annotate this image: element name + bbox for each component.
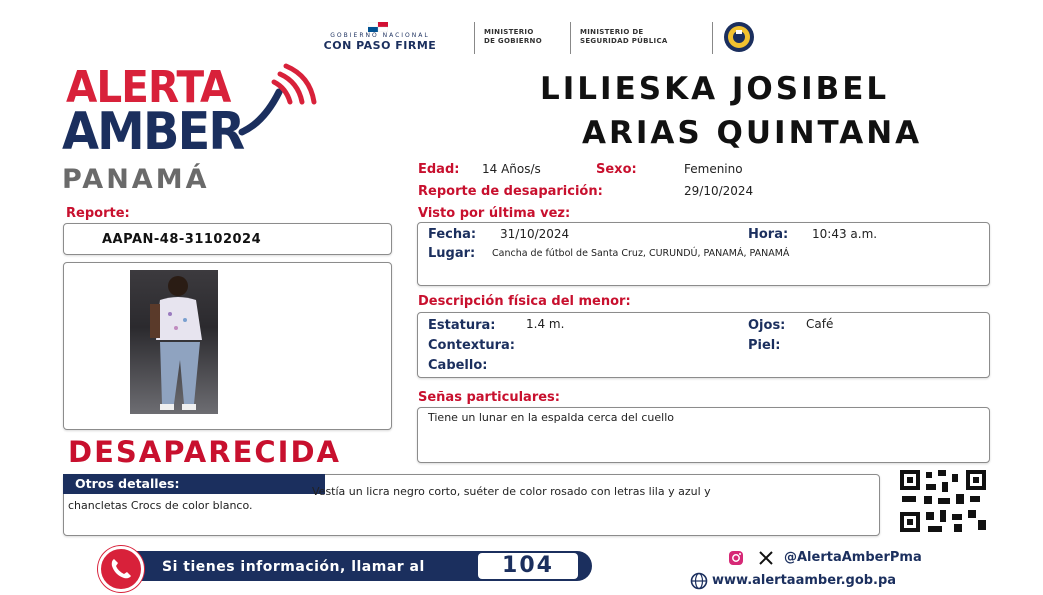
reporte-desaparicion-value: 29/10/2024: [684, 184, 754, 198]
gov-small-text: GOBIERNO NACIONAL: [330, 32, 430, 39]
status-desaparecida: DESAPARECIDA: [68, 435, 341, 469]
logo-amber: AMBER: [62, 102, 244, 162]
min2-line2: SEGURIDAD PÚBLICA: [580, 37, 668, 45]
lugar-label: Lugar:: [428, 246, 476, 261]
gobierno-nacional-logo: [296, 22, 464, 56]
header-divider: [712, 22, 713, 54]
piel-label: Piel:: [748, 338, 781, 353]
ojos-label: Ojos:: [748, 318, 786, 333]
estatura-value: 1.4 m.: [526, 317, 565, 331]
fecha-value: 31/10/2024: [500, 227, 570, 241]
website-link[interactable]: www.alertaamber.gob.pa: [712, 573, 897, 588]
logo-alerta: ALERTA: [66, 62, 231, 113]
qr-code-icon: [898, 468, 988, 534]
reporte-desaparicion-label: Reporte de desaparición:: [418, 184, 603, 199]
fecha-label: Fecha:: [428, 227, 477, 242]
edad-label: Edad:: [418, 162, 460, 177]
ministerio-seguridad: [580, 28, 668, 46]
x-icon[interactable]: [758, 550, 774, 566]
cabello-label: Cabello:: [428, 358, 488, 373]
edad-value: 14 Años/s: [482, 162, 541, 176]
missing-person-photo: [130, 270, 218, 414]
hora-value: 10:43 a.m.: [812, 227, 878, 241]
seal-icon: [722, 20, 756, 54]
ojos-value: Café: [806, 317, 834, 331]
call-text: Si tienes información, llamar al: [162, 559, 425, 575]
photo-frame: [63, 262, 392, 430]
person-name-line2: ARIAS QUINTANA: [582, 115, 923, 151]
contextura-label: Contextura:: [428, 338, 515, 353]
descripcion-title: Descripción física del menor:: [418, 294, 631, 309]
min1-line2: DE GOBIERNO: [484, 37, 542, 45]
hora-label: Hora:: [748, 227, 789, 242]
sexo-value: Femenino: [684, 162, 743, 176]
visto-label: Visto por última vez:: [418, 206, 571, 221]
otros-line2: chancletas Crocs de color blanco.: [68, 499, 253, 512]
person-silhouette-icon: [130, 270, 218, 414]
call-number[interactable]: 104: [478, 553, 578, 579]
estatura-label: Estatura:: [428, 318, 496, 333]
panama-flag-icon: [368, 22, 388, 32]
lugar-value: Cancha de fútbol de Santa Cruz, CURUNDÚ, PANAMÁ, PANAMÁ: [492, 248, 790, 259]
gov-slogan: CON PASO FIRME: [323, 39, 437, 52]
min1-line1: MINISTERIO: [484, 28, 534, 36]
ministerio-gobierno: [484, 28, 542, 46]
globe-icon: [690, 572, 708, 590]
reporte-label: Reporte:: [66, 206, 130, 221]
min2-line1: MINISTERIO DE: [580, 28, 644, 36]
instagram-icon[interactable]: [728, 550, 744, 566]
reporte-code: AAPAN-48-31102024: [102, 232, 262, 247]
header-divider: [570, 22, 571, 54]
senas-title: Señas particulares:: [418, 390, 560, 405]
signal-wave-icon: [234, 62, 324, 152]
phone-icon: [101, 549, 141, 589]
logo-panama: PANAMÁ: [62, 164, 210, 195]
otros-line1: Vestía un licra negro corto, suéter de color rosado con letras lila y azul y: [312, 485, 711, 498]
senas-value: Tiene un lunar en la espalda cerca del cuello: [428, 411, 674, 424]
otros-title: Otros detalles:: [63, 474, 325, 494]
sexo-label: Sexo:: [596, 162, 637, 177]
person-name-line1: LILIESKA JOSIBEL: [540, 71, 890, 107]
header-divider: [474, 22, 475, 54]
phone-button[interactable]: [98, 546, 144, 592]
social-handle[interactable]: @AlertaAmberPma: [784, 550, 922, 565]
